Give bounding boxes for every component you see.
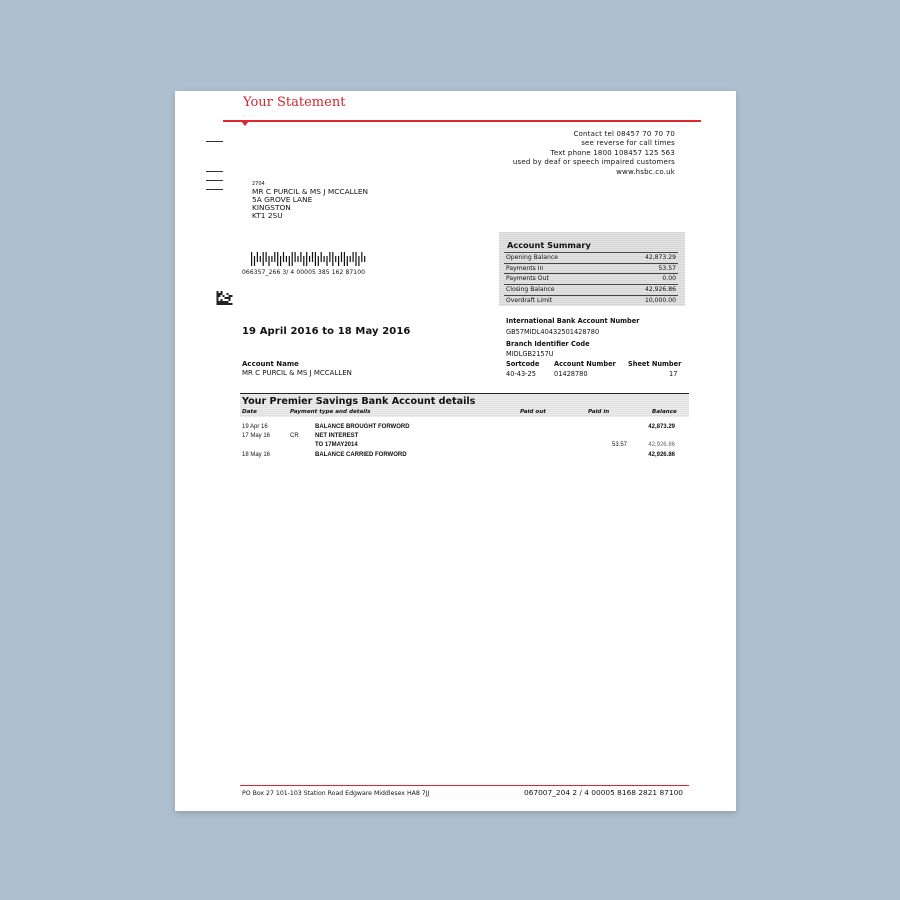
address-reference: 2704 — [252, 181, 265, 187]
tx-type: CR — [290, 433, 299, 439]
tx-balance: 42,926.86 — [648, 452, 675, 458]
sheet-number-label: Sheet Number — [628, 360, 682, 368]
statement-page — [175, 91, 736, 811]
footer-code: 067007_204 2 / 4 00005 8168 2821 87100 — [524, 788, 683, 797]
summary-value: 42,926.86 — [644, 286, 676, 293]
barcode-number: 066357_266 3/ 4 00005 385 162 87100 — [242, 269, 366, 276]
summary-label: Payments Out — [506, 275, 549, 282]
iban-label: International Bank Account Number — [506, 317, 640, 325]
recipient-address — [252, 188, 368, 220]
postal-barcode — [250, 251, 368, 267]
tx-detail: TO 17MAY2014 — [315, 442, 358, 448]
column-paid-in: Paid in — [588, 409, 610, 415]
tx-date: 18 May 16 — [242, 452, 271, 458]
fold-mark — [206, 171, 223, 172]
iban-value: GB57MIDL40432501428780 — [506, 328, 600, 336]
fold-mark — [206, 189, 223, 190]
tx-balance: 42,926.86 — [648, 442, 675, 448]
address-line: KINGSTON — [252, 203, 291, 212]
summary-label: Overdraft Limit — [506, 297, 553, 304]
contact-line: used by deaf or speech impaired customers — [512, 158, 675, 167]
column-balance: Balance — [652, 409, 677, 415]
account-number-value: 01428780 — [554, 370, 588, 378]
tx-date: 19 Apr 16 — [242, 424, 268, 430]
account-name-label: Account Name — [242, 360, 299, 368]
contact-line: Text phone 1800 108457 125 563 — [550, 148, 675, 157]
account-number-label: Account Number — [554, 360, 616, 368]
column-date: Date — [242, 409, 257, 415]
summary-value: 0.00 — [662, 275, 676, 282]
address-line: 5A GROVE LANE — [252, 195, 313, 204]
sortcode-label: Sortcode — [506, 360, 540, 368]
summary-row — [504, 263, 678, 273]
contact-line: see reverse for call times — [581, 139, 675, 148]
tx-date: 17 May 16 — [242, 433, 271, 439]
sortcode-value: 40-43-25 — [506, 370, 536, 378]
summary-label: Closing Balance — [506, 286, 555, 293]
account-details-title: Your Premier Savings Bank Account details — [242, 396, 476, 407]
account-details-header — [240, 393, 689, 417]
summary-value: 42,873.29 — [644, 254, 676, 261]
contact-line: Contact tel 08457 70 70 70 — [573, 130, 675, 138]
summary-row — [504, 284, 678, 294]
column-paid-out: Paid out — [520, 409, 546, 415]
summary-value: 53.57 — [658, 265, 676, 272]
bic-value: MIDLGB2157U — [506, 350, 554, 358]
footer-divider — [240, 785, 689, 786]
fold-mark — [206, 141, 223, 142]
tx-detail: BALANCE CARRIED FORWORD — [315, 452, 407, 458]
header-notch — [241, 121, 249, 126]
datamatrix-code — [216, 291, 233, 305]
summary-row — [504, 295, 678, 305]
account-summary-box — [499, 232, 685, 306]
bic-label: Branch Identifier Code — [506, 340, 590, 348]
tx-balance: 42,873.29 — [648, 424, 675, 430]
header-divider — [223, 120, 701, 122]
summary-value: 10,000.00 — [644, 297, 676, 304]
address-line: KT1 2SU — [252, 211, 283, 220]
summary-row — [504, 273, 678, 283]
account-summary-title: Account Summary — [507, 240, 591, 250]
contact-block — [513, 130, 675, 177]
sheet-number-value: 17 — [669, 370, 678, 378]
footer-address: PO Box 27 101-103 Station Road Edgware Middlesex HA8 7JJ — [242, 790, 430, 797]
summary-row — [504, 252, 678, 262]
tx-detail: NET INTEREST — [315, 433, 359, 439]
contact-line: www.hsbc.co.uk — [616, 167, 675, 176]
tx-detail: BALANCE BROUGHT FORWORD — [315, 424, 410, 430]
fold-mark — [206, 180, 223, 181]
summary-label: Payments In — [506, 265, 544, 272]
address-line: MR C PURCIL & MS J MCCALLEN — [252, 187, 369, 196]
summary-label: Opening Balance — [506, 254, 558, 261]
column-payment-type: Payment type and details — [290, 409, 371, 415]
tx-paid-in: 53.57 — [611, 442, 627, 448]
account-name: MR C PURCIL & MS J MCCALLEN — [242, 369, 352, 377]
statement-title: Your Statement — [243, 95, 346, 110]
statement-period: 19 April 2016 to 18 May 2016 — [242, 326, 411, 337]
